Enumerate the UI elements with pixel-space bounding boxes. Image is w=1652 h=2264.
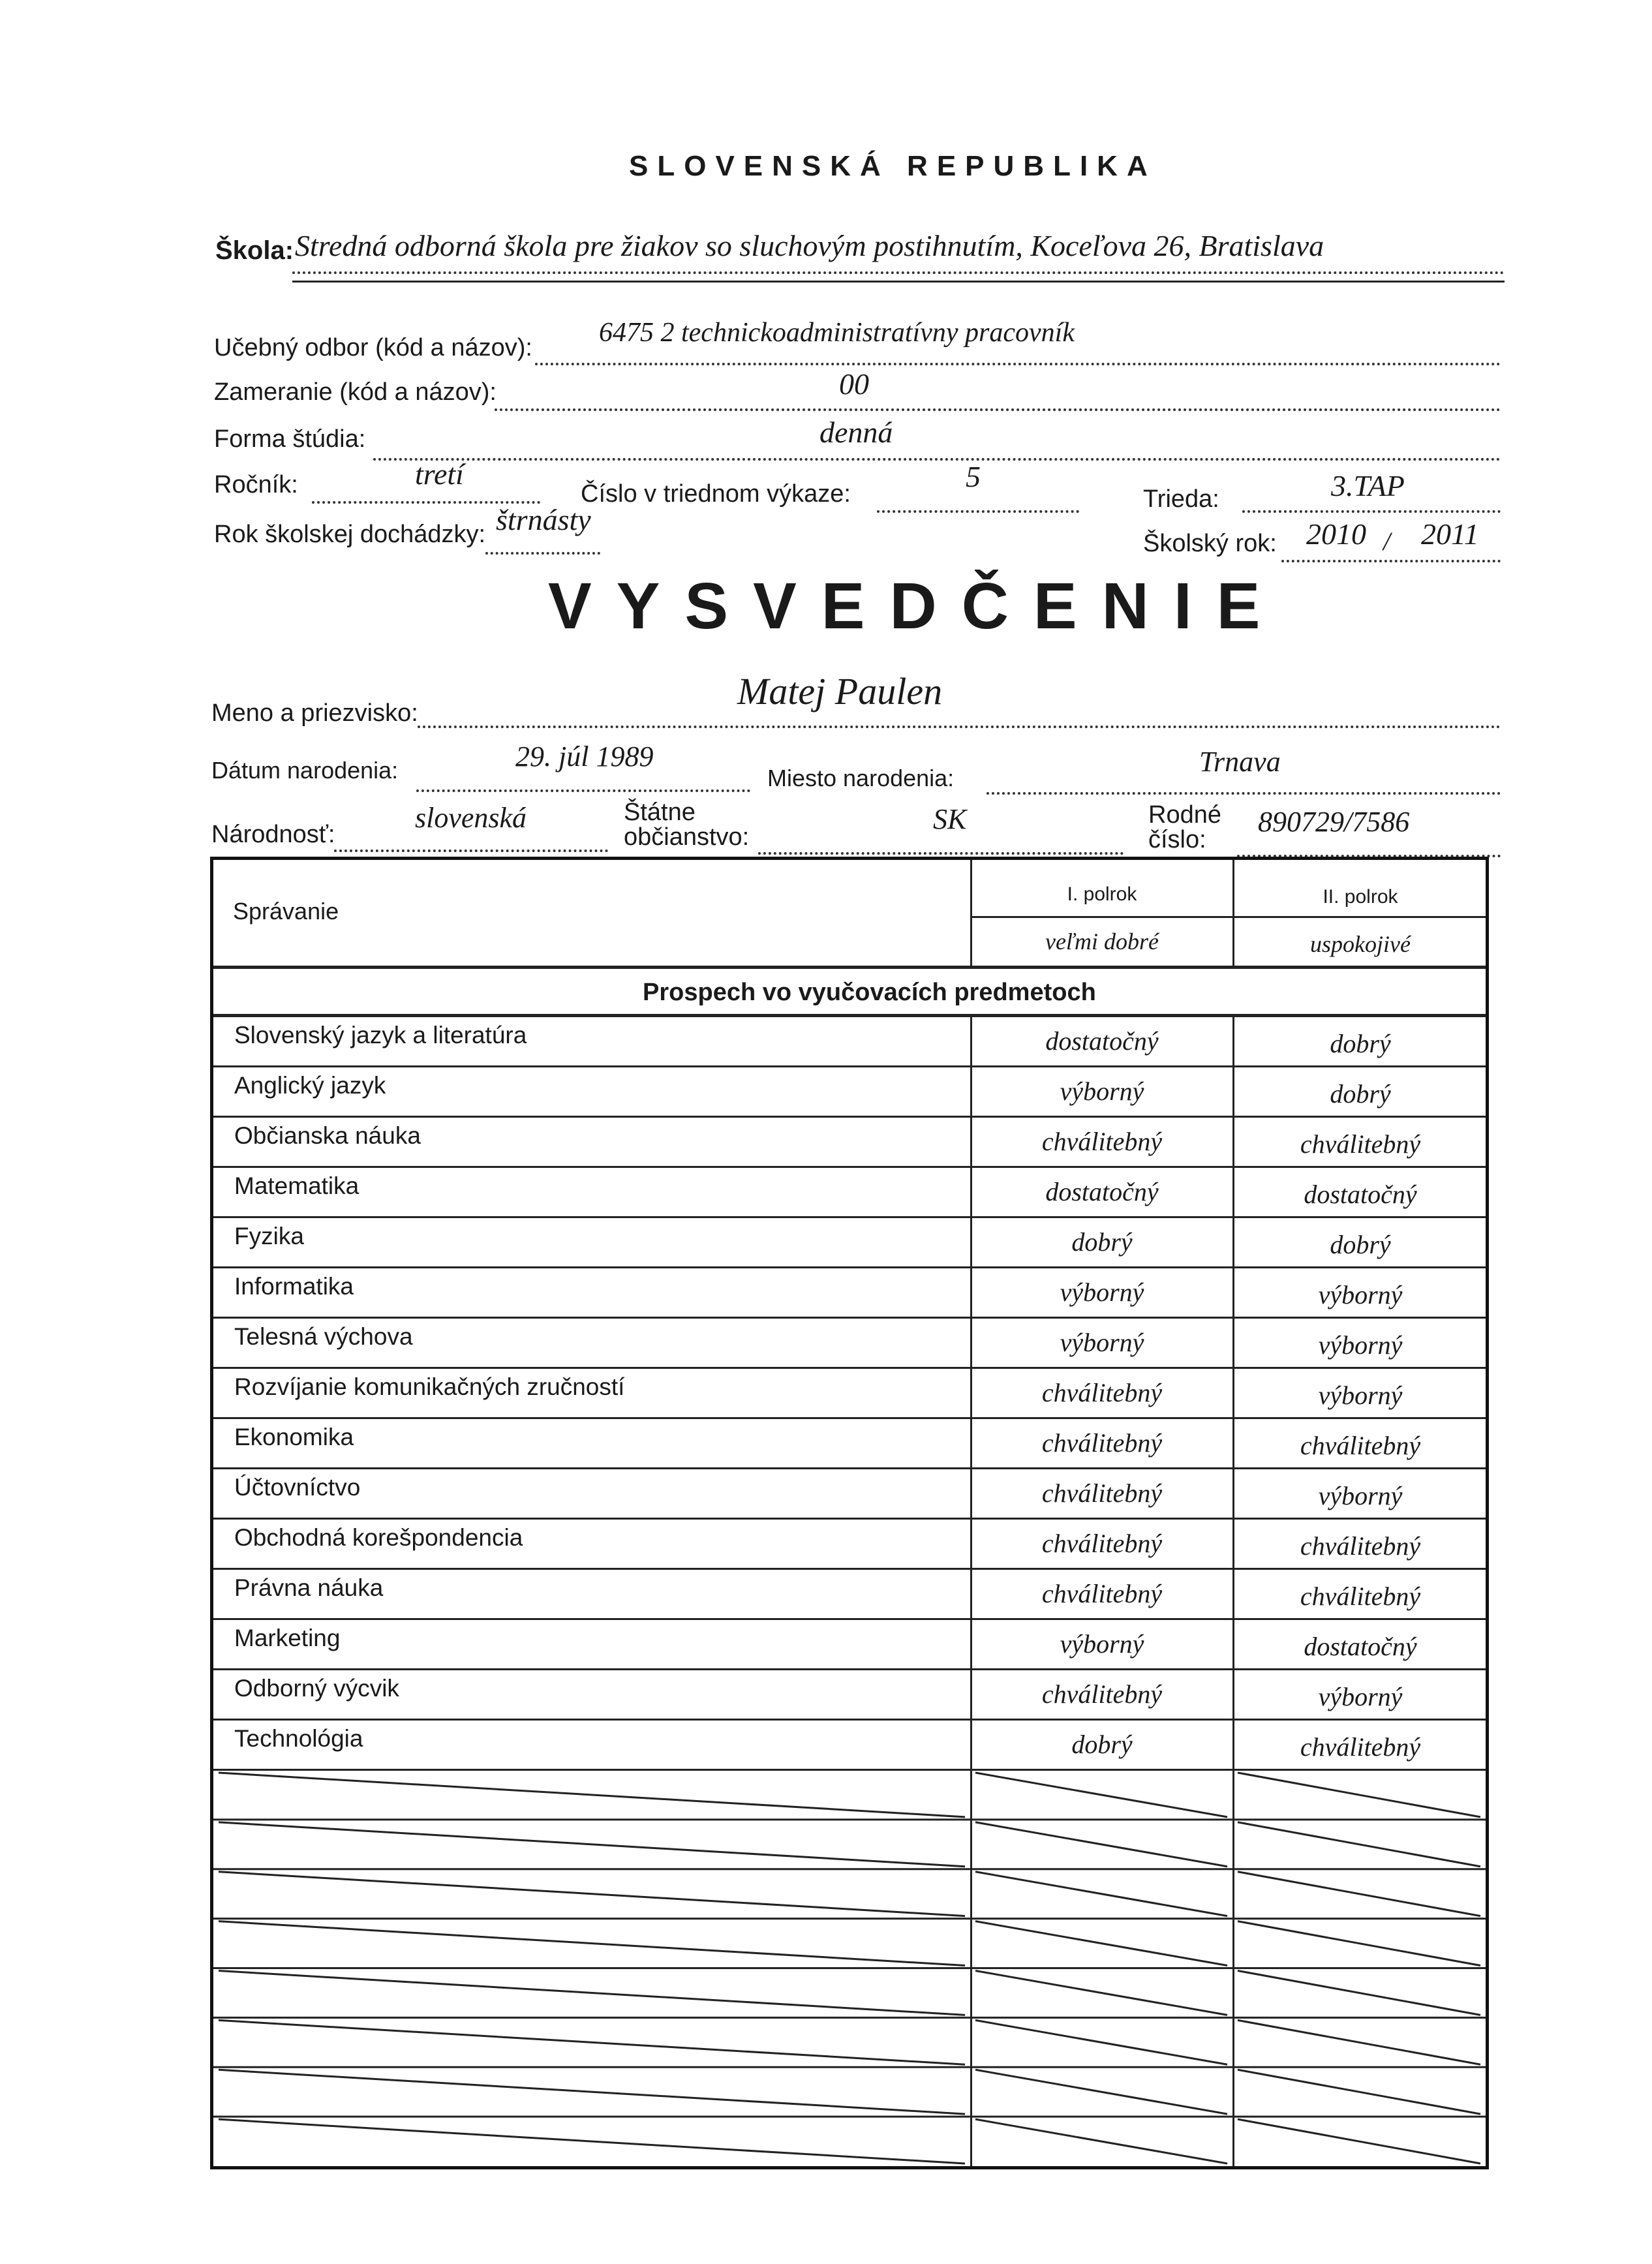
- year-value: tretí: [415, 457, 464, 491]
- grade-term1: chválitebný: [1041, 1378, 1163, 1407]
- grade-term2: výborný: [1318, 1481, 1403, 1510]
- form-value: denná: [819, 416, 893, 449]
- grades-table: [210, 857, 1489, 2169]
- nationality-label: Národnosť:: [211, 821, 335, 848]
- header-rule: [292, 281, 1505, 283]
- report-no-label: Číslo v triednom výkaze:: [581, 480, 851, 508]
- grade-term1: dostatočný: [1045, 1026, 1159, 1056]
- subject-name: Fyzika: [234, 1223, 304, 1249]
- term1-label: I. polrok: [1067, 883, 1137, 905]
- subject-name: Slovenský jazyk a literatúra: [234, 1022, 527, 1048]
- subject-name: Právna náuka: [234, 1574, 384, 1601]
- strike-line: [1238, 2119, 1480, 2164]
- strike-line: [1238, 1971, 1480, 2015]
- name-label: Meno a priezvisko:: [211, 699, 418, 727]
- grade-term1: chválitebný: [1041, 1579, 1163, 1608]
- strike-line: [975, 1921, 1227, 1966]
- grade-term1: chválitebný: [1041, 1127, 1163, 1156]
- country-heading: SLOVENSKÁ REPUBLIKA: [629, 150, 1157, 182]
- strike-line: [219, 1921, 965, 1966]
- strike-line: [1238, 1773, 1480, 1817]
- year-label: Ročník:: [214, 471, 298, 498]
- strike-line: [219, 1872, 965, 1916]
- grade-term2: výborný: [1318, 1280, 1403, 1309]
- strike-line: [1238, 2070, 1480, 2114]
- grade-term1: dostatočný: [1045, 1177, 1159, 1206]
- birth-no-label-1: Rodné: [1148, 801, 1221, 829]
- grade-term2: chválitebný: [1300, 1129, 1421, 1159]
- citizenship-underline: [758, 852, 1124, 855]
- class-value: 3.TAP: [1331, 469, 1405, 502]
- attendance-label: Rok školskej dochádzky:: [214, 521, 486, 548]
- grade-term1: výborný: [1060, 1277, 1144, 1307]
- dob-value: 29. júl 1989: [515, 741, 654, 773]
- subject-name: Účtovníctvo: [234, 1474, 361, 1501]
- school-year-to: 2011: [1421, 517, 1479, 551]
- grade-term2: chválitebný: [1300, 1732, 1421, 1762]
- birth-no-value: 890729/7586: [1258, 806, 1410, 838]
- grade-term1: výborný: [1060, 1629, 1144, 1659]
- dob-underline: [416, 789, 750, 792]
- behaviour-label: Správanie: [233, 898, 339, 925]
- subject-name: Telesná výchova: [234, 1323, 413, 1350]
- strike-line: [975, 1872, 1227, 1916]
- grade-term2: výborný: [1318, 1330, 1403, 1360]
- strike-line: [219, 2020, 965, 2064]
- subject-name: Občianska náuka: [234, 1122, 421, 1149]
- subject-name: Matematika: [234, 1172, 359, 1199]
- grade-term1: chválitebný: [1041, 1428, 1163, 1458]
- term2-label: II. polrok: [1323, 886, 1398, 908]
- nationality-value: slovenská: [415, 802, 527, 834]
- strike-line: [1238, 2020, 1480, 2064]
- grade-term2: dostatočný: [1304, 1632, 1417, 1661]
- citizenship-label-2: občianstvo:: [624, 823, 750, 851]
- subject-name: Marketing: [234, 1625, 341, 1651]
- nationality-underline: [334, 849, 608, 852]
- citizenship-value: SK: [933, 803, 967, 835]
- behaviour-term2: uspokojivé: [1310, 931, 1411, 957]
- focus-label: Zameranie (kód a názov):: [214, 378, 497, 406]
- pob-label: Miesto narodenia:: [767, 765, 955, 791]
- field-label: Učebný odbor (kód a názov):: [214, 334, 532, 361]
- class-label: Trieda:: [1143, 485, 1219, 513]
- name-value: Matej Paulen: [737, 670, 943, 712]
- school-year-underline: [1281, 560, 1501, 562]
- birth-no-label-2: číslo:: [1148, 826, 1206, 853]
- subject-name: Obchodná korešpondencia: [234, 1524, 523, 1551]
- subject-name: Informatika: [234, 1273, 354, 1300]
- pob-underline: [987, 792, 1501, 795]
- strike-line: [219, 1822, 965, 1867]
- report-no-value: 5: [966, 460, 981, 493]
- attendance-underline: [485, 552, 600, 555]
- strike-line: [219, 1773, 965, 1817]
- strike-line: [975, 1822, 1227, 1867]
- form-label: Forma štúdia:: [214, 425, 366, 453]
- subject-name: Odborný výcvik: [234, 1675, 399, 1702]
- grade-term1: dobrý: [1071, 1730, 1133, 1759]
- grade-term1: výborný: [1060, 1077, 1144, 1106]
- school-year-sep: /: [1383, 527, 1391, 556]
- grade-term2: výborný: [1318, 1682, 1403, 1711]
- citizenship-label-1: Štátne: [624, 799, 696, 826]
- class-underline: [1242, 510, 1501, 513]
- school-year-label: Školský rok:: [1143, 530, 1277, 557]
- grade-term1: chválitebný: [1041, 1679, 1163, 1709]
- strike-line: [975, 1971, 1227, 2015]
- grade-term2: chválitebný: [1300, 1531, 1421, 1561]
- grade-term1: výborný: [1060, 1328, 1144, 1357]
- strike-line: [975, 2020, 1227, 2064]
- strike-line: [975, 1773, 1227, 1817]
- grade-term2: dobrý: [1330, 1079, 1391, 1109]
- pob-value: Trnava: [1199, 746, 1281, 778]
- subject-name: Rozvíjanie komunikačných zručností: [234, 1373, 625, 1400]
- school-value: Stredná odborná škola pre žiakov so sluchovým postihnutím, Koceľova 26, Bratislava: [295, 229, 1324, 262]
- strike-line: [1238, 1872, 1480, 1916]
- empty-rows: [213, 860, 1486, 2166]
- grade-term2: chválitebný: [1300, 1431, 1421, 1460]
- grade-term2: dobrý: [1330, 1029, 1391, 1058]
- subject-name: Ekonomika: [234, 1424, 354, 1450]
- strike-line: [975, 2119, 1227, 2164]
- grade-term1: dobrý: [1071, 1227, 1133, 1257]
- strike-line: [219, 1971, 965, 2015]
- grade-term1: chválitebný: [1041, 1529, 1163, 1558]
- name-underline: [418, 726, 1501, 728]
- attendance-value: štrnásty: [496, 503, 591, 536]
- subject-name: Anglický jazyk: [234, 1072, 386, 1099]
- grade-term2: dostatočný: [1304, 1180, 1417, 1209]
- grade-term1: chválitebný: [1041, 1478, 1163, 1508]
- focus-underline: [495, 408, 1501, 411]
- strike-line: [1238, 1822, 1480, 1867]
- field-underline: [535, 363, 1501, 365]
- report-no-underline: [877, 510, 1079, 513]
- subject-name: Technológia: [234, 1725, 363, 1752]
- strike-line: [219, 2070, 965, 2114]
- school-underline: [292, 271, 1505, 274]
- school-label: Škola:: [215, 236, 294, 265]
- grade-term2: chválitebný: [1300, 1582, 1421, 1611]
- dob-label: Dátum narodenia:: [211, 757, 399, 784]
- strike-line: [219, 2119, 965, 2164]
- document-title: VYSVEDČENIE: [548, 570, 1285, 643]
- section-heading: Prospech vo vyučovacích predmetoch: [643, 979, 1096, 1006]
- strike-line: [1238, 1921, 1480, 1966]
- grade-term2: dobrý: [1330, 1230, 1391, 1259]
- focus-value: 00: [839, 367, 869, 401]
- school-year-from: 2010: [1306, 517, 1366, 551]
- field-value: 6475 2 technickoadministratívny pracovník: [599, 318, 1075, 348]
- form-underline: [373, 458, 1501, 461]
- strike-line: [975, 2070, 1227, 2114]
- behaviour-term1: veľmi dobré: [1045, 928, 1159, 955]
- grade-term2: výborný: [1318, 1381, 1403, 1410]
